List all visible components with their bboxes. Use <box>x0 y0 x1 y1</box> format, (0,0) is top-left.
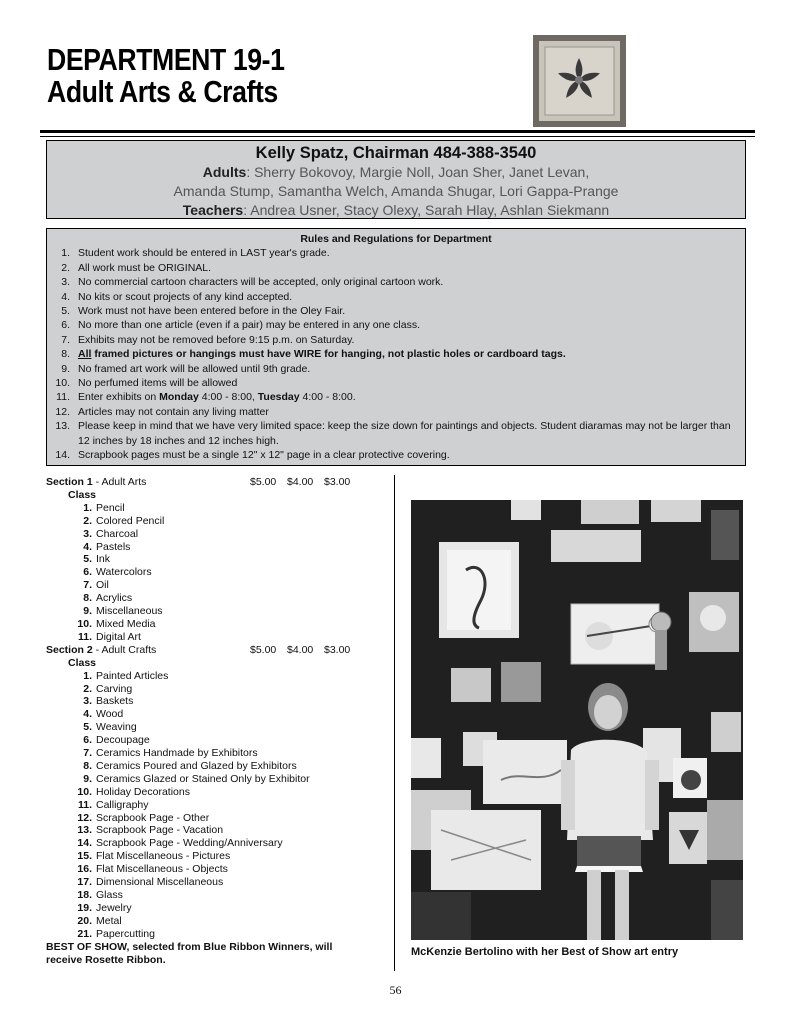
flower-logo-image <box>533 35 626 127</box>
section-1-title: - Adult Arts <box>92 476 147 488</box>
class-number: 17. <box>77 876 92 889</box>
class-item <box>46 889 386 902</box>
class-item <box>46 528 386 541</box>
class-name: Oil <box>96 579 109 592</box>
rule-text: No perfumed items will be allowed <box>78 377 238 390</box>
rule-item <box>51 448 741 462</box>
class-number: 2. <box>83 682 92 695</box>
class-number: 6. <box>83 734 92 747</box>
rule-text-part: Enter exhibits on <box>78 391 160 404</box>
class-item <box>46 592 386 605</box>
teachers-label: Teachers <box>182 202 244 218</box>
class-label: Class <box>68 656 97 669</box>
column-divider <box>394 475 395 971</box>
adults-label: Adults <box>202 164 247 180</box>
class-item <box>46 515 386 528</box>
rule-text-part: 4:00 - 8:00, <box>198 391 258 404</box>
rule-text: Please keep in mind that we have very limited space: keep the size down for paintings and objects. Student diaramas may not be larger than 12 inches by 18 inches and 12 inches high. <box>78 420 731 447</box>
rule-number: 12. <box>55 405 70 418</box>
class-name: Colored Pencil <box>96 514 165 527</box>
class-item <box>46 928 386 941</box>
class-number: 1. <box>83 501 92 514</box>
rule-text: Work must not have been entered before in the Oley Fair. <box>78 305 346 318</box>
rules-box <box>46 228 746 466</box>
rule-number: 9. <box>61 362 70 375</box>
class-number: 14. <box>77 837 92 850</box>
class-name: Glass <box>96 889 123 901</box>
class-listings <box>46 476 386 966</box>
best-of-show-line-1: BEST OF SHOW, selected from Blue Ribbon Winners, will <box>46 940 333 953</box>
rule-text: Articles may not contain any living matter <box>78 405 269 418</box>
page-title <box>47 44 284 108</box>
rule-item <box>51 318 741 332</box>
class-name: Scrapbook Page - Wedding/Anniversary <box>96 837 283 850</box>
rule-text: All work must be ORIGINAL. <box>78 261 212 274</box>
class-number: 16. <box>77 863 92 876</box>
class-name: Calligraphy <box>96 798 149 811</box>
rule-item <box>51 405 741 419</box>
teachers-names: : Andrea Usner, Stacy Olexy, Sarah Hlay, Ashlan Siekmann <box>243 202 610 218</box>
rule-number: 13. <box>55 420 70 433</box>
rule-text <box>78 347 741 361</box>
header-rule <box>40 130 755 133</box>
class-name: Digital Art <box>96 630 141 643</box>
class-item <box>46 837 386 850</box>
class-item <box>46 605 386 618</box>
exhibit-photo-image <box>411 500 743 940</box>
section-1-header <box>46 476 386 489</box>
rule-text: No commercial cartoon characters will be accepted, only original cartoon work. <box>78 276 444 289</box>
class-name: Decoupage <box>96 734 150 747</box>
class-item <box>46 721 386 734</box>
class-item <box>46 566 386 579</box>
class-item <box>46 670 386 683</box>
header-rule-thin <box>40 136 755 137</box>
best-of-show-note <box>46 941 386 967</box>
class-item <box>46 683 386 696</box>
rule-number: 5. <box>61 305 70 318</box>
rule-day-tuesday: Tuesday <box>257 391 300 404</box>
class-item <box>46 850 386 863</box>
class-item <box>46 902 386 915</box>
section-2-title: - Adult Crafts <box>92 643 157 656</box>
class-number: 8. <box>83 759 92 772</box>
section-1-class-list <box>46 502 386 644</box>
teachers-line <box>47 201 745 220</box>
class-item <box>46 915 386 928</box>
prize-first: $5.00 <box>250 476 277 488</box>
rule-emphasis: All <box>78 348 92 361</box>
rule-item <box>51 390 741 404</box>
prize-first: $5.00 <box>250 643 277 656</box>
rule-item <box>51 275 741 289</box>
class-number: 19. <box>77 901 92 914</box>
chairman-line: Kelly Spatz, Chairman 484-388-3540 <box>255 144 537 162</box>
class-number: 11. <box>77 630 92 643</box>
class-name: Ink <box>96 553 111 566</box>
rule-item <box>51 362 741 376</box>
adults-line-1 <box>47 163 745 182</box>
flower-icon <box>539 41 620 121</box>
class-name: Acrylics <box>96 592 133 605</box>
rule-number: 10. <box>55 377 70 390</box>
section-1-name <box>46 476 250 489</box>
prize-third: $3.00 <box>324 643 351 656</box>
class-number: 5. <box>83 553 92 566</box>
class-number: 9. <box>83 772 92 785</box>
rule-item <box>51 347 741 361</box>
class-name: Flat Miscellaneous - Objects <box>96 863 228 876</box>
class-number: 4. <box>83 540 92 553</box>
class-item <box>46 876 386 889</box>
title-line-name: Adult Arts & Crafts <box>47 74 278 109</box>
rule-text: Scrapbook pages must be a single 12" x 12" page in a clear protective covering. <box>78 449 450 462</box>
rule-number: 3. <box>61 276 70 289</box>
rules-title: Rules and Regulations for Department <box>300 233 492 245</box>
best-of-show-line-2: receive Rosette Ribbon. <box>46 953 166 966</box>
rule-number: 2. <box>61 261 70 274</box>
class-item <box>46 579 386 592</box>
class-number: 11. <box>77 798 92 811</box>
rule-number: 14. <box>55 449 70 462</box>
section-2-class-list <box>46 670 386 941</box>
class-item <box>46 631 386 644</box>
rule-text: No more than one article (even if a pair) may be entered in any one class. <box>78 319 421 332</box>
rule-text-body: framed pictures or hangings must have WIRE for hanging, not plastic holes or cardboard tags. <box>94 348 566 361</box>
class-number: 1. <box>83 669 92 682</box>
class-name: Watercolors <box>96 566 152 579</box>
rule-item <box>51 333 741 347</box>
class-name: Papercutting <box>96 927 155 940</box>
prize-third: $3.00 <box>324 476 351 488</box>
class-name: Charcoal <box>96 527 139 540</box>
class-name: Baskets <box>96 695 134 708</box>
class-number: 18. <box>77 889 92 901</box>
class-item <box>46 824 386 837</box>
class-item <box>46 502 386 515</box>
class-item <box>46 863 386 876</box>
class-name: Scrapbook Page - Vacation <box>96 824 224 837</box>
title-line-department: DEPARTMENT 19-1 <box>47 42 285 77</box>
class-name: Dimensional Miscellaneous <box>96 876 224 889</box>
section-2-label: Section 2 <box>46 643 93 656</box>
rule-text: Student work should be entered in LAST year's grade. <box>78 247 330 260</box>
class-number: 13. <box>77 824 92 837</box>
class-number: 20. <box>77 914 92 927</box>
class-number: 21. <box>77 927 92 940</box>
prize-second: $4.00 <box>287 476 314 488</box>
class-number: 3. <box>83 695 92 708</box>
rule-item <box>51 290 741 304</box>
class-number: 5. <box>83 721 92 734</box>
rule-item <box>51 261 741 275</box>
class-label: Class <box>68 488 97 501</box>
class-name: Flat Miscellaneous - Pictures <box>96 850 231 863</box>
class-number: 10. <box>77 785 92 798</box>
class-name: Miscellaneous <box>96 605 163 618</box>
rule-number: 4. <box>61 290 70 303</box>
class-name: Carving <box>96 682 133 695</box>
section-1-label: Section 1 <box>46 476 93 488</box>
rule-day-monday: Monday <box>159 391 199 404</box>
class-item <box>46 747 386 760</box>
class-name: Pencil <box>96 501 125 514</box>
class-item <box>46 695 386 708</box>
class-name: Holiday Decorations <box>96 785 190 798</box>
class-name: Pastels <box>96 540 131 553</box>
class-number: 12. <box>77 811 92 824</box>
class-number: 7. <box>83 747 92 760</box>
rule-item <box>51 419 741 448</box>
class-name: Ceramics Handmade by Exhibitors <box>96 747 258 760</box>
class-item <box>46 708 386 721</box>
adults-line-2: Amanda Stump, Samantha Welch, Amanda Shugar, Lori Gappa-Prange <box>173 183 619 199</box>
class-name: Weaving <box>96 721 137 734</box>
section-2-name <box>46 644 250 657</box>
class-name: Wood <box>96 708 124 721</box>
class-name: Mixed Media <box>96 617 156 630</box>
class-number: 15. <box>77 850 92 863</box>
rule-number: 1. <box>61 247 70 260</box>
rule-number: 6. <box>61 319 70 332</box>
class-item <box>46 541 386 554</box>
class-item <box>46 760 386 773</box>
class-number: 6. <box>83 566 92 579</box>
rule-item <box>51 304 741 318</box>
class-item <box>46 553 386 566</box>
committee-box <box>46 140 746 219</box>
rule-text: No framed art work will be allowed until 9th grade. <box>78 362 311 375</box>
class-number: 8. <box>83 592 92 605</box>
class-item <box>46 786 386 799</box>
rule-text: No kits or scout projects of any kind accepted. <box>78 290 293 303</box>
class-number: 2. <box>83 514 92 527</box>
class-name: Metal <box>96 914 122 927</box>
rule-text: Exhibits may not be removed before 9:15 p.m. on Saturday. <box>78 333 355 346</box>
class-name: Ceramics Glazed or Stained Only by Exhibitor <box>96 772 310 785</box>
rule-text-part: 4:00 - 8:00. <box>299 391 356 404</box>
page-number: 56 <box>389 983 402 997</box>
adults-names-1: : Sherry Bokovoy, Margie Noll, Joan Sher, Janet Levan, <box>246 164 590 180</box>
class-number: 9. <box>83 605 92 618</box>
rule-item <box>51 246 741 260</box>
class-item <box>46 773 386 786</box>
photo-caption: McKenzie Bertolino with her Best of Show art entry <box>411 946 679 958</box>
rule-number: 8. <box>61 348 70 361</box>
prize-second: $4.00 <box>287 643 314 656</box>
class-number: 7. <box>83 579 92 592</box>
rule-item <box>51 376 741 390</box>
class-name: Scrapbook Page - Other <box>96 811 210 824</box>
class-number: 3. <box>83 527 92 540</box>
class-name: Painted Articles <box>96 669 169 682</box>
class-item <box>46 812 386 825</box>
exhibit-photo <box>411 500 743 940</box>
class-item <box>46 799 386 812</box>
class-item <box>46 734 386 747</box>
section-2-header <box>46 644 386 657</box>
rule-number: 7. <box>61 333 70 346</box>
rule-text <box>78 390 741 404</box>
class-name: Ceramics Poured and Glazed by Exhibitors <box>96 759 297 772</box>
rules-list <box>51 246 741 462</box>
class-number: 10. <box>77 617 92 630</box>
class-number: 4. <box>83 708 92 721</box>
rule-number: 11. <box>56 391 70 404</box>
class-name: Jewelry <box>96 901 132 914</box>
class-item <box>46 618 386 631</box>
